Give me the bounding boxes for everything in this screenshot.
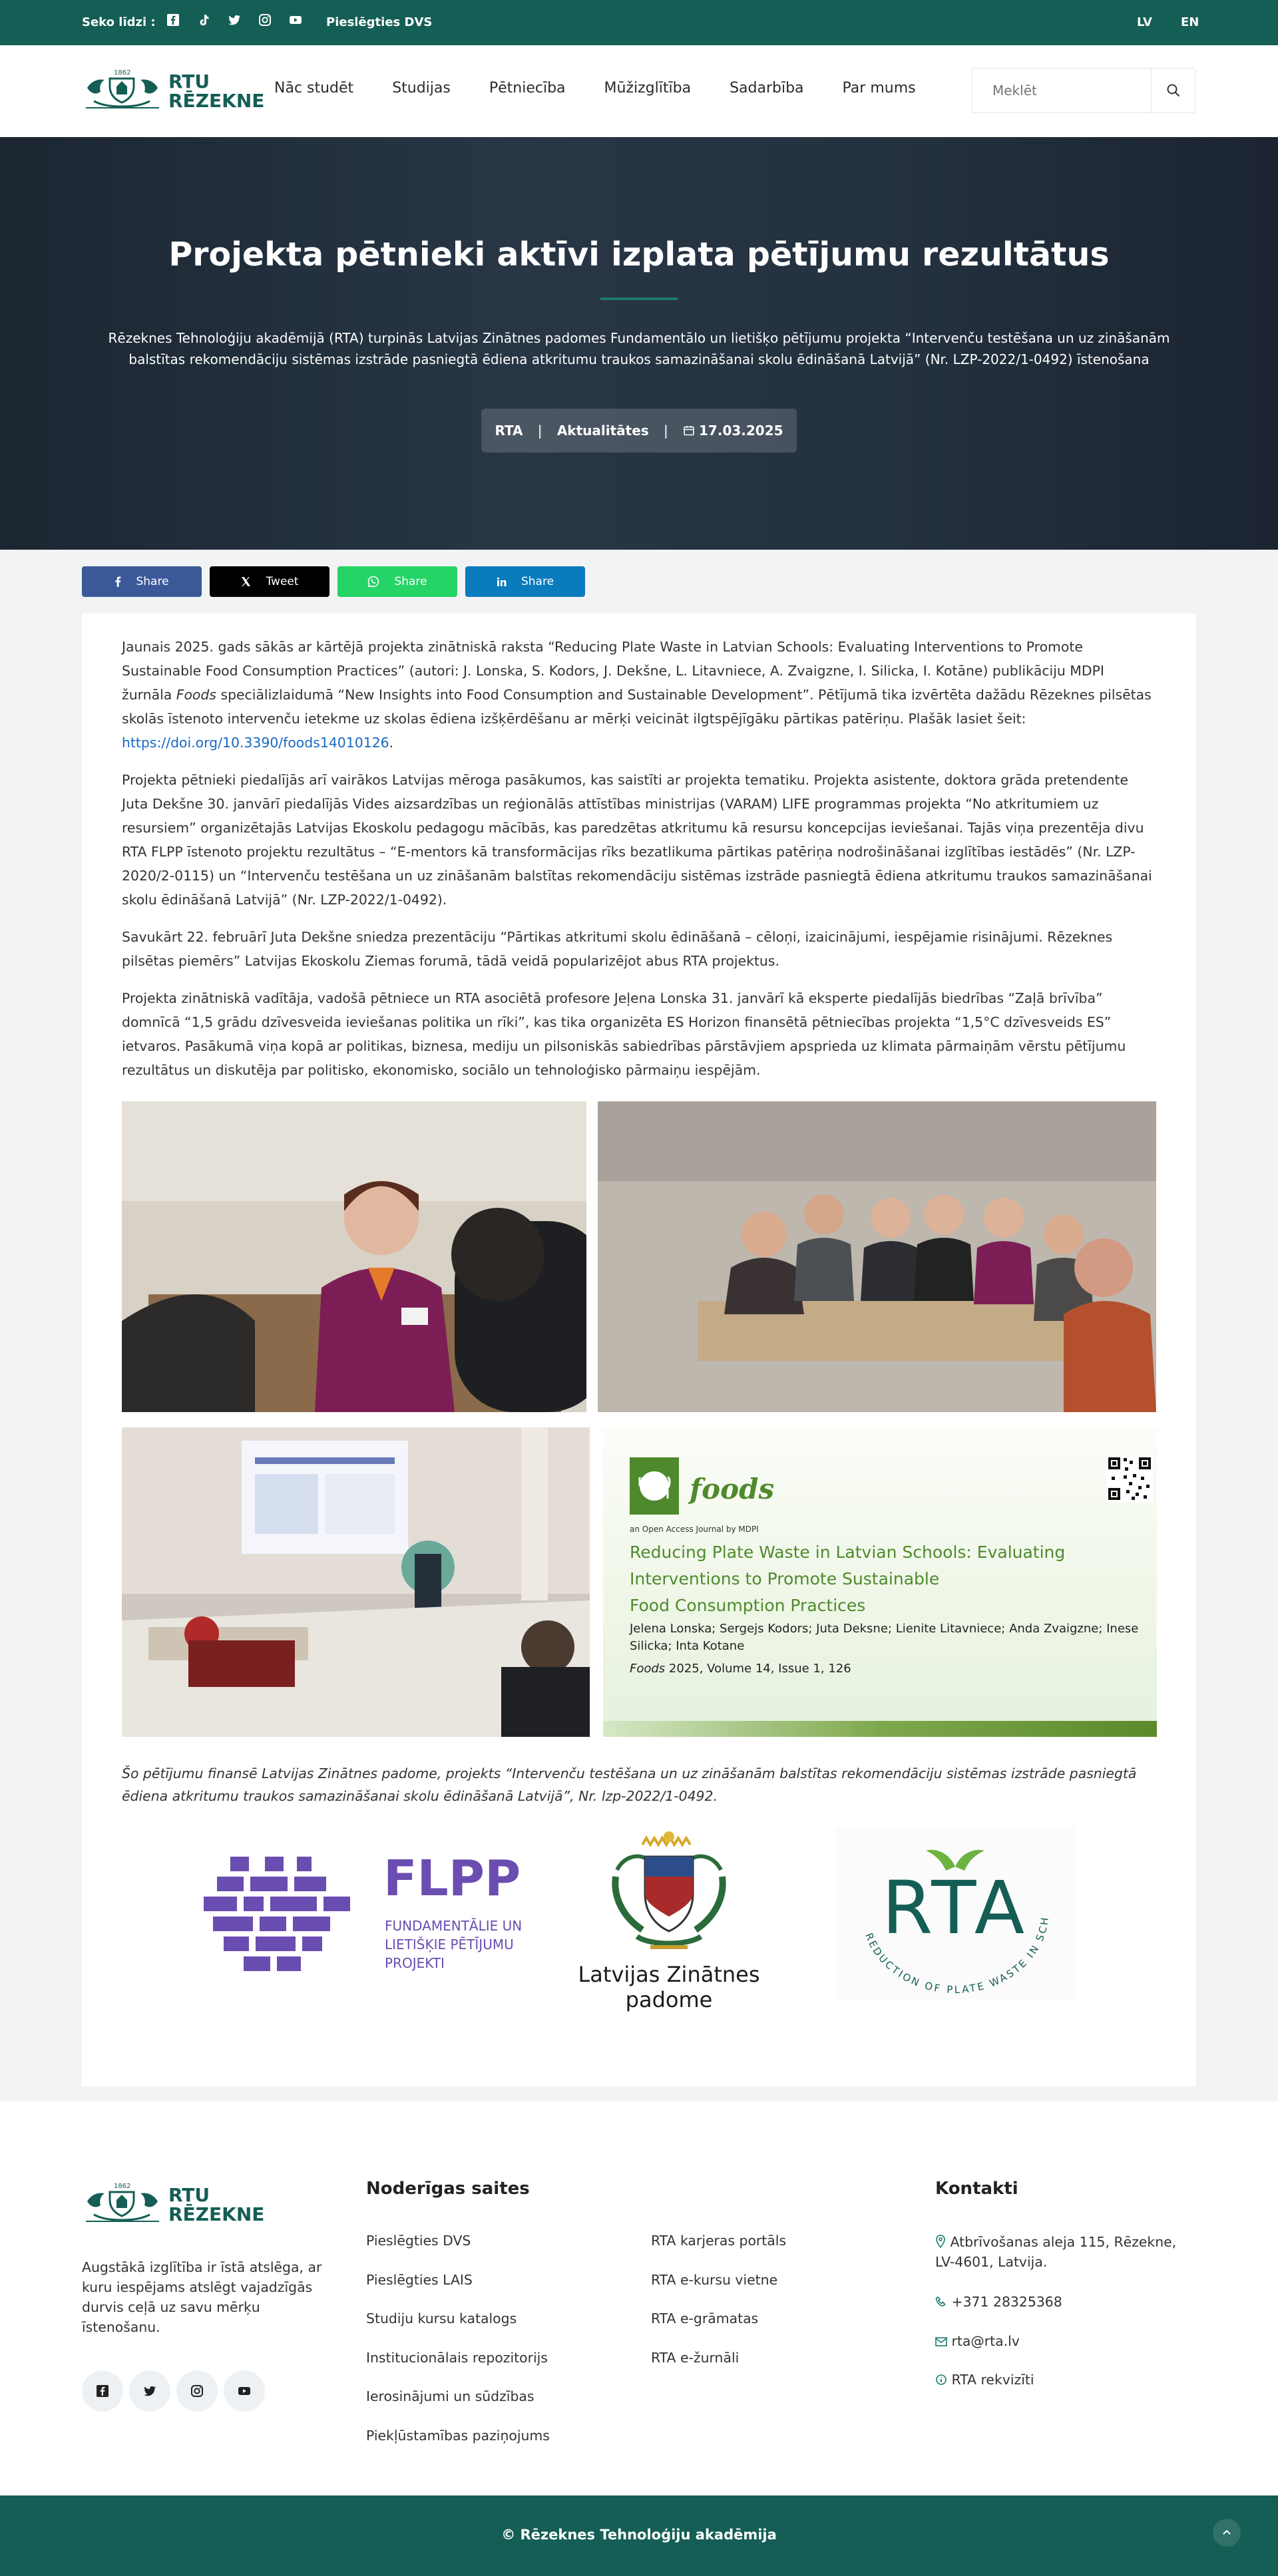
youtube-icon[interactable]: [289, 13, 302, 27]
footer-link-catalog[interactable]: Studiju kursu katalogs: [366, 2310, 517, 2326]
share-twitter-button[interactable]: [210, 566, 329, 597]
footer-about: Augstākā izglītība ir īstā atslēga, ar kuru iespējams atslēgt vajadzīgās durvis ceļā uz savu mērķu īstenošanu.: [82, 2259, 322, 2335]
foods-subtitle: an Open Access Journal by MDPI: [630, 1525, 759, 1534]
article-lead: Rēzeknes Tehnoloģiju akadēmijā (RTA) turpinās Latvijas Zinātnes padomes Fundamentālo un lietišķo pētījumu projekta “Intervenču testēšana un uz zināšanām balstītas rekomendāciju sistēmas izstrāde pasniegtā ēdiena atkritumu traukos samazināšanai skolu ēdināšanā Latvijā” (Nr. LZP-2022/1-0492) īstenošana: [108, 330, 1170, 367]
article-paragraph-4: Projekta zinātniskā vadītāja, vadošā pētniece un RTA asociētā profesore Jeļena Lonska 31. janvārī kā eksperte piedalījās biedrības “Zaļā brīvība” domnīcā “1,5 grādu dzīvesveida ieviešanas politika un rīki”, kas tika organizēta ES Horizon finansētā pētniecības projekta “1,5°C dzīvesveids ES” ietvaros. Pasākumā viņa kopā ar politikas, biznesa, mediju un pilsoniskās sabiedrības pārstāvjiem apsprieda uz klimata pārmaiņām vērstu pētījumu rezultātus un diskutēja par politisko, ekonomisko, sociālo un tehnoloģisko pārmaiņu iespējām.: [122, 990, 1126, 1078]
nav-item-cooperation[interactable]: Sadarbība: [730, 80, 804, 96]
foods-logo-icon: [630, 1457, 679, 1515]
footer-logo[interactable]: [82, 2181, 264, 2228]
rta-ring-text: REDUCTION OF PLATE WASTE IN SCH: [863, 1915, 1052, 1996]
location-icon: [935, 2235, 946, 2248]
footer-logo-line1: RTU: [168, 2183, 210, 2206]
dvs-login-link[interactable]: Pieslēgties DVS: [326, 15, 433, 29]
foods-citation: [630, 1662, 851, 1676]
share-facebook-label: Share: [136, 575, 169, 588]
foods-article-title: [630, 1539, 1065, 1619]
address-line-2: LV-4601, Latvija.: [935, 2254, 1048, 2270]
tiktok-icon[interactable]: [197, 13, 210, 27]
meta-category[interactable]: Aktualitātes: [556, 423, 649, 439]
twitter-icon: [143, 2384, 156, 2398]
rta-wordmark: RTA: [881, 1865, 1029, 1950]
search-box: [972, 68, 1195, 113]
title-divider: [600, 297, 678, 300]
nav-item-study[interactable]: Nāc studēt: [274, 80, 354, 96]
event-photo-3: [122, 1427, 590, 1737]
lzp-logo: [549, 1830, 789, 2012]
top-bar: [0, 0, 1278, 45]
qr-code-icon: [1106, 1455, 1153, 1502]
chevron-up-icon: [1221, 2527, 1232, 2538]
nav-item-research[interactable]: Pētniecība: [489, 80, 566, 96]
main-header: [0, 45, 1278, 137]
footer-link-complaints[interactable]: Ierosinājumi un sūdzības: [366, 2388, 534, 2404]
nav-item-studies[interactable]: Studijas: [392, 80, 451, 96]
email-icon: [935, 2336, 947, 2347]
foods-cover-bar: [603, 1721, 1157, 1737]
share-linkedin-button[interactable]: [465, 566, 585, 597]
youtube-icon: [238, 2384, 251, 2398]
footer-link-ebooks[interactable]: RTA e-grāmatas: [651, 2310, 759, 2326]
email-address: rta@rta.lv: [951, 2333, 1020, 2349]
share-linkedin-label: Share: [521, 575, 554, 588]
event-photo-2: [598, 1101, 1156, 1412]
linkedin-icon: [497, 577, 507, 587]
rta-project-logo: [835, 1827, 1075, 2000]
x-icon: [240, 576, 251, 587]
flpp-subtitle-line-3: PROJEKTI: [385, 1955, 445, 1971]
share-whatsapp-label: Share: [394, 575, 427, 588]
facebook-icon[interactable]: [166, 13, 180, 27]
follow-label: Seko līdzi :: [82, 15, 156, 29]
info-icon: [935, 2374, 947, 2386]
address-line-1: Atbrīvošanas aleja 115, Rēzekne,: [950, 2234, 1177, 2250]
main-nav: [274, 80, 955, 96]
footer-link-career[interactable]: RTA karjeras portāls: [651, 2233, 787, 2249]
footer-link-repository[interactable]: Institucionālais repozitorijs: [366, 2350, 548, 2366]
footer-link-accessibility[interactable]: Piekļūstamības paziņojums: [366, 2428, 550, 2444]
search-icon: [1166, 83, 1181, 98]
article-paragraph-1: [122, 635, 1158, 755]
social-links: [166, 13, 302, 27]
phone-icon: [935, 2296, 947, 2308]
article-paragraph-2: Projekta pētnieki piedalījās arī vairākos Latvijas mēroga pasākumos, kas saistīti ar projekta tematiku. Projekta asistente, doktora grāda pretendente Juta Dekšne 30. janvārī piedalījās Vides aizsardzības un reģionālās attīstības ministrijas (VARAM) LIFE programmas projekta “No atkritumiem uz resursiem” organizētajās Latvijas Ekoskolu pedagogu mācībās, kas paredzētas atkritumu kā resursu koncepcijas ieviešanai. Tajās viņa prezentēja divu RTA FLPP īstenoto projektu rezultātus – “E-mentors kā transformācijas rīks bezatlikuma pārtikas patēriņa nodrošināšanai izglītības iestādēs” (Nr. LZP-2020/2-0115) un “Intervenču testēšana un uz zināšanām balstītas rekomendāciju sistēmas izstrāde pasniegtā ēdiena atkritumu traukos samazināšanai skolu ēdināšanā Latvijā” (Nr. LZP-2022/1-0492).: [122, 772, 1152, 908]
back-to-top-button[interactable]: [1213, 2519, 1241, 2547]
article-paragraph-3: Savukārt 22. februārī Juta Dekšne sniedza prezentāciju “Pārtikas atkritumi skolu ēdināšanā – cēloņi, izaicinājumi, iespējamie risinājumi. Rēzeknes pilsētas piemērs” Latvijas Ekoskolu Ziemas forumā, tādā veidā popularizējot abus RTA projektus.: [122, 929, 1113, 969]
phone-number: +371 28325368: [951, 2294, 1062, 2310]
foods-authors-line-1: Jelena Lonska; Sergejs Kodors; Juta Deksne; Lienite Litavniece; Anda Zvaigzne; Inese: [630, 1622, 1139, 1636]
useful-links-title: Noderīgas saites: [366, 2179, 530, 2199]
whatsapp-icon: [367, 576, 379, 588]
contacts-title: Kontakti: [935, 2179, 1018, 2199]
facebook-icon: [96, 2384, 109, 2398]
latvia-coat-of-arms-icon: [610, 1830, 728, 1956]
footer-link-ecourses[interactable]: RTA e-kursu vietne: [651, 2272, 778, 2288]
flpp-logo: [204, 1850, 523, 1983]
contact-phone[interactable]: [935, 2294, 1062, 2310]
foods-title-line-3: Food Consumption Practices: [630, 1596, 866, 1615]
contact-address: [935, 2232, 1176, 2272]
p1-journal: Foods: [176, 687, 216, 703]
flpp-pattern-icon: [204, 1850, 358, 1976]
lang-en-link[interactable]: EN: [1181, 15, 1199, 29]
foods-citation-journal: Foods: [630, 1662, 666, 1676]
footer-facebook-button[interactable]: [82, 2370, 123, 2412]
footer-logo-year: 1862: [114, 2183, 131, 2190]
foods-citation-rest: 2025, Volume 14, Issue 1, 126: [665, 1662, 851, 1676]
meta-date-wrap: [683, 423, 783, 439]
site-footer: [0, 2102, 1278, 2495]
flpp-subtitle-line-2: LIETIŠĶIE PĒTĪJUMU: [385, 1936, 514, 1952]
crest-icon: [82, 68, 163, 114]
foods-authors-line-2: Silicka; Inta Kotane: [630, 1639, 745, 1653]
twitter-icon[interactable]: [228, 13, 241, 27]
foods-journal-cover: [603, 1427, 1157, 1737]
logo-line1: RTU: [168, 70, 210, 92]
share-facebook-button[interactable]: [82, 566, 202, 597]
footer-link-lais[interactable]: Pieslēgties LAIS: [366, 2272, 473, 2288]
p1-text-a: Jaunais 2025. gads sākās ar kārtējā projekta zinātniskā raksta “Reducing Plate Waste in Latvian Schools: Evaluating Interventions to Promote Sustainable Food Consumption Practices” (autori: J. Lonska, S. Kodors, J. Dekšne, L. Litavniece, A. Zvaigzne, I. Silicka, I. Kotāne) publikāciju MDPI žurnāla: [122, 639, 1104, 703]
doi-link[interactable]: https://doi.org/10.3390/foods14010126: [122, 735, 389, 751]
contact-email[interactable]: [935, 2333, 1020, 2349]
p1-text-b: speciālizlaidumā “New Insights into Food Consumption and Sustainable Development”. Pētījumā tika izvērtēta dažādu Rēzeknes pilsētas skolās īstenoto intervenču ietekme uz skolas ēdiena izšķērdēšanu ar mērķi veicināt ilgtspējīgāku pārtikas patēriņu. Plašāk lasiet šeit:: [122, 687, 1152, 727]
lang-lv-link[interactable]: LV: [1137, 15, 1152, 29]
footer-link-dvs[interactable]: Pieslēgties DVS: [366, 2233, 471, 2249]
footer-twitter-button[interactable]: [129, 2370, 170, 2412]
facebook-icon: [114, 576, 121, 587]
footer-link-ejournals[interactable]: RTA e-žurnāli: [651, 2350, 740, 2366]
search-button[interactable]: [1151, 69, 1195, 112]
footer-bottom-bar: [0, 2495, 1278, 2576]
share-buttons: [82, 566, 585, 597]
share-twitter-label: Tweet: [266, 575, 299, 588]
foods-authors: [630, 1620, 1138, 1655]
requisites-label: RTA rekvizīti: [951, 2372, 1034, 2388]
flpp-subtitle-line-1: FUNDAMENTĀLIE UN: [385, 1918, 523, 1934]
site-logo[interactable]: [82, 68, 264, 114]
article-hero: [0, 137, 1278, 550]
lzp-wordmark: Latvijas Zinātnes padome: [578, 1962, 760, 2012]
crest-icon: [82, 2181, 163, 2228]
foods-title-line-1: Reducing Plate Waste in Latvian Schools: Evaluating: [630, 1543, 1066, 1562]
p1-end: .: [389, 735, 394, 751]
nav-item-about[interactable]: Par mums: [842, 80, 916, 96]
article-meta: RTA | Aktualitātes | 17.03.2025: [481, 409, 797, 453]
flpp-wordmark: FLPP: [383, 1850, 521, 1907]
meta-date: 17.03.2025: [699, 423, 783, 439]
instagram-icon[interactable]: [258, 13, 272, 27]
footer-logo-line2: RĒZEKNE: [168, 2203, 265, 2225]
flpp-subtitle: [385, 1917, 522, 1972]
meta-source[interactable]: RTA: [495, 423, 523, 439]
event-photo-1: [122, 1101, 586, 1412]
instagram-icon: [190, 2384, 204, 2398]
footer-youtube-button[interactable]: [224, 2370, 265, 2412]
footer-instagram-button[interactable]: [176, 2370, 218, 2412]
contact-requisites[interactable]: [935, 2372, 1034, 2388]
logo-line2: RĒZEKNE: [168, 90, 265, 112]
funding-note: Šo pētījumu finansē Latvijas Zinātnes padome, projekts “Intervenču testēšana un uz zināšanām balstītas rekomendāciju sistēmas izstrāde pasniegtā ēdiena atkritumu traukos samazināšanai skolu ēdināšanā Latvijā”, Nr. lzp-2022/1-0492.: [122, 1765, 1137, 1804]
foods-journal-name: foods: [690, 1473, 775, 1505]
copyright: © Rēzeknes Tehnoloģiju akadēmija: [501, 2527, 777, 2543]
logo-year: 1862: [114, 69, 131, 77]
nav-item-lifelong[interactable]: Mūžizglītība: [604, 80, 692, 96]
search-input[interactable]: [972, 69, 1152, 112]
share-whatsapp-button[interactable]: [337, 566, 457, 597]
foods-title-line-2: Interventions to Promote Sustainable: [630, 1569, 940, 1588]
calendar-icon: [683, 425, 695, 437]
page-title: Projekta pētnieki aktīvi izplata pētījumu rezultātus: [168, 236, 1110, 274]
